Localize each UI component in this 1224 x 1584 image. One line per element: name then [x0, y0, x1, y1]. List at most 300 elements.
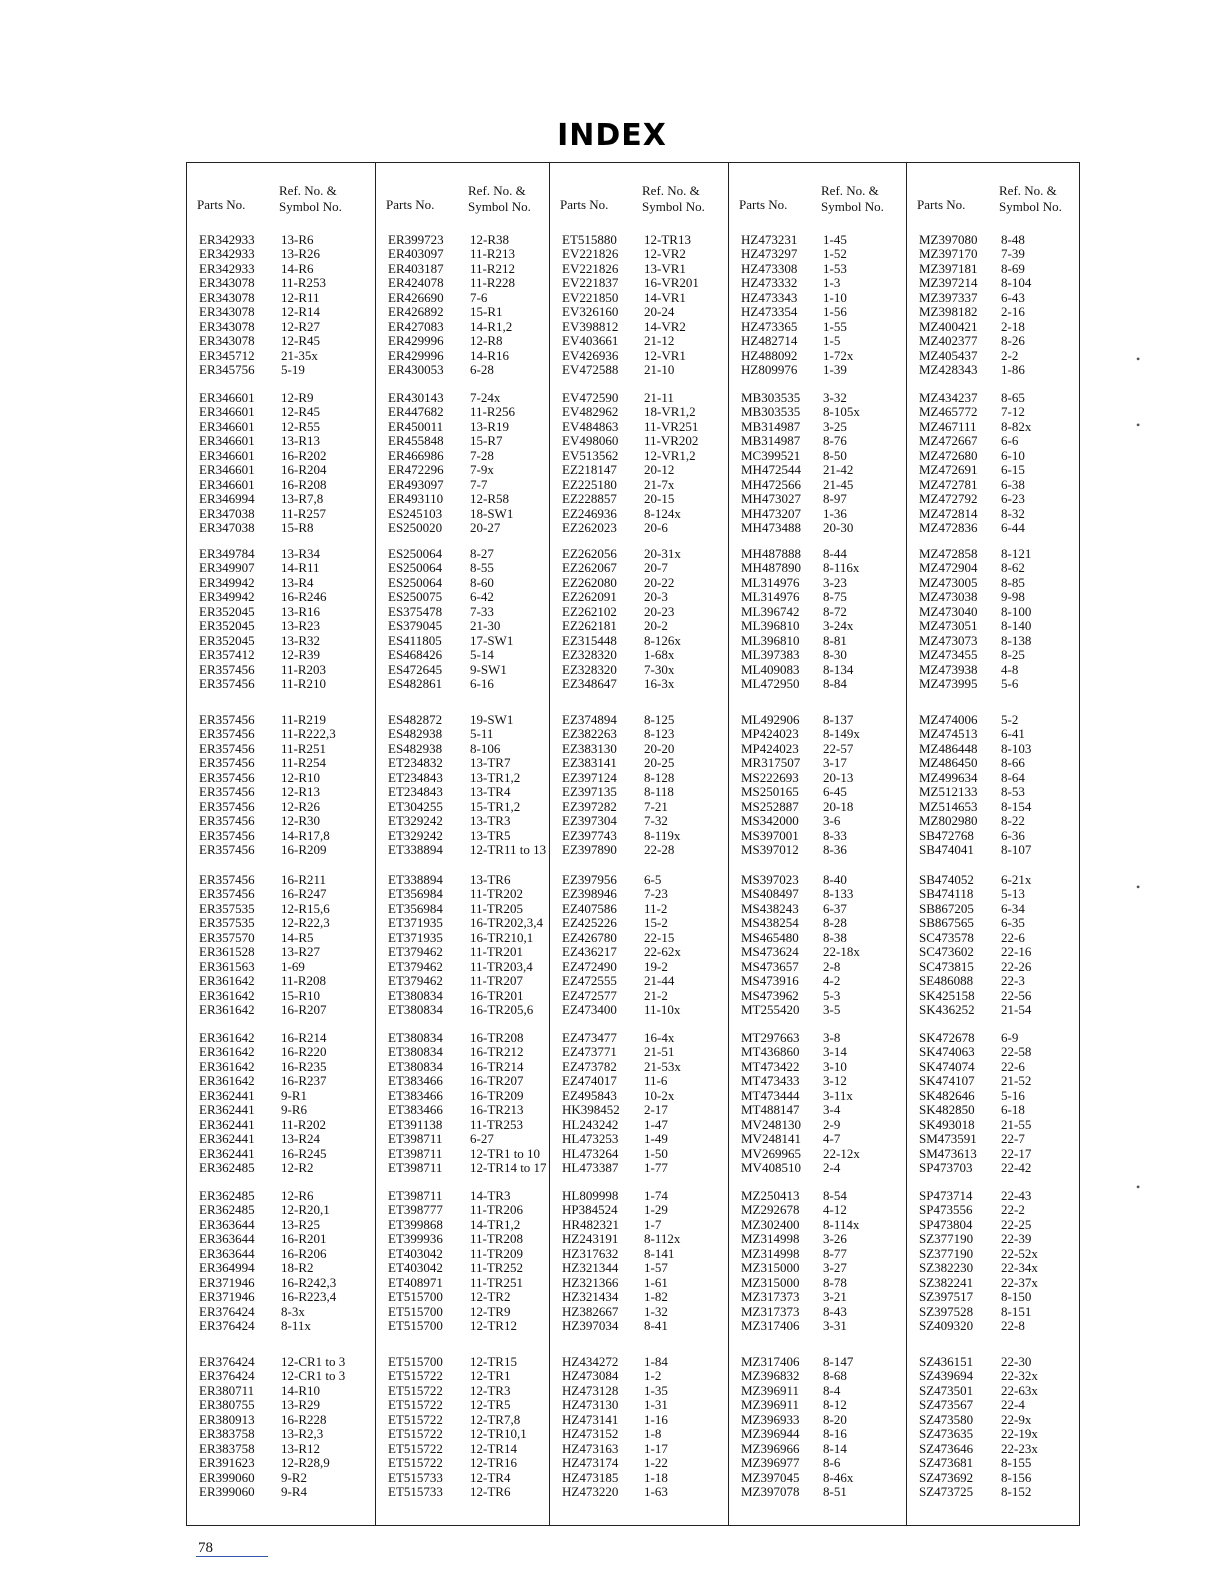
ref-number: 20-23 [644, 603, 675, 619]
entry-group [562, 1031, 729, 1175]
ref-header-line2: Symbol No. [999, 199, 1062, 214]
parts-number: ER362441 [199, 1102, 255, 1118]
index-entry [919, 713, 1081, 727]
parts-number: ES250064 [388, 560, 443, 576]
index-entry [919, 677, 1081, 691]
ref-number: 6-44 [1001, 519, 1025, 535]
parts-number: MH472544 [741, 462, 801, 478]
parts-number: ET515700 [388, 1303, 443, 1319]
ref-number: 8-68 [823, 1368, 847, 1384]
index-entry [741, 756, 907, 770]
index-table [186, 162, 1080, 1526]
ref-number: 6-28 [470, 361, 494, 377]
parts-number: SZ473725 [919, 1483, 974, 1499]
ref-number: 5-13 [1001, 886, 1025, 902]
ref-number: 13-R34 [281, 546, 320, 561]
ref-number: 22-26 [1001, 958, 1032, 974]
column-header [729, 181, 907, 221]
index-entry [919, 634, 1081, 648]
parts-number: ER357456 [199, 827, 255, 843]
ref-number: 5-19 [281, 361, 305, 377]
index-entry [741, 391, 907, 405]
index-entry [741, 742, 907, 756]
index-entry [741, 1060, 907, 1074]
parts-number: MV408510 [741, 1159, 801, 1175]
ref-number: 8-152 [1001, 1483, 1032, 1499]
index-entry [199, 291, 375, 305]
parts-number: ET515722 [388, 1440, 443, 1456]
index-entry [388, 663, 550, 677]
index-entry [199, 1384, 375, 1398]
parts-number: MZ250413 [741, 1188, 800, 1203]
parts-number: SZ382230 [919, 1260, 974, 1276]
parts-number: SK493018 [919, 1116, 975, 1132]
parts-number: ES482938 [388, 740, 443, 756]
ref-number: 18-VR1,2 [644, 404, 696, 420]
index-entry [388, 463, 550, 477]
parts-number: MZ802980 [919, 813, 978, 829]
ref-number: 8-78 [823, 1274, 847, 1290]
index-entry [388, 1305, 550, 1319]
index-entry [919, 1232, 1081, 1246]
parts-number: SZ473580 [919, 1411, 974, 1427]
ref-number: 1-10 [823, 289, 847, 305]
ref-number: 19-2 [644, 958, 668, 974]
ref-number: 1-47 [644, 1116, 668, 1132]
ref-number: 3-14 [823, 1044, 847, 1060]
index-entry [919, 960, 1081, 974]
ref-number: 1-16 [644, 1411, 668, 1427]
entry-group [388, 547, 550, 691]
parts-number: HZ473141 [562, 1411, 619, 1427]
index-entry [919, 1261, 1081, 1275]
parts-number: ER380913 [199, 1411, 255, 1427]
column-header [187, 181, 375, 221]
ref-number: 8-123 [644, 726, 675, 742]
index-entry [919, 756, 1081, 770]
entry-group [741, 1355, 907, 1499]
parts-number: EZ348647 [562, 675, 617, 691]
index-entry [919, 1147, 1081, 1161]
index-entry [741, 713, 907, 727]
parts-number: HZ488092 [741, 347, 798, 363]
index-entry [562, 648, 729, 662]
index-entry [919, 1103, 1081, 1117]
ref-number: 22-58 [1001, 1044, 1032, 1060]
ref-number: 2-9 [823, 1116, 841, 1132]
ref-no-header [279, 183, 342, 215]
index-entry [388, 1456, 550, 1470]
ref-number: 9-R6 [281, 1102, 307, 1118]
index-entry [199, 916, 375, 930]
ref-number: 3-17 [823, 755, 847, 771]
parts-number: SK482646 [919, 1087, 975, 1103]
index-entry [562, 1089, 729, 1103]
ref-number: 7-30x [644, 661, 675, 677]
parts-number: EV221850 [562, 289, 619, 305]
parts-number: ER427083 [388, 318, 444, 334]
parts-number: ET380834 [388, 1030, 443, 1045]
index-entry [741, 605, 907, 619]
ref-number: 12-TR7,8 [470, 1411, 521, 1427]
parts-number: EZ397135 [562, 784, 617, 800]
parts-number: ER357535 [199, 915, 255, 931]
ref-number: 14-R6 [281, 260, 314, 276]
parts-number: EV498060 [562, 433, 619, 449]
parts-number: ER371946 [199, 1289, 255, 1305]
index-entry [919, 742, 1081, 756]
index-entry [199, 1031, 375, 1045]
ref-number: 11-R251 [281, 740, 327, 756]
parts-number: ET403042 [388, 1260, 443, 1276]
index-entry [388, 1045, 550, 1059]
index-column [187, 163, 375, 1525]
index-entry [741, 1456, 907, 1470]
index-entry [919, 989, 1081, 1003]
index-entry [741, 1319, 907, 1333]
index-entry [741, 1003, 907, 1017]
parts-number: HZ473152 [562, 1426, 619, 1442]
ref-number: 1-69 [281, 958, 305, 974]
ref-number: 8-43 [823, 1303, 847, 1319]
ref-number: 22-43 [1001, 1188, 1032, 1203]
parts-number: ES250075 [388, 589, 443, 605]
index-entry [562, 262, 729, 276]
ref-number: 13-R2,3 [281, 1426, 324, 1442]
index-entry [919, 1060, 1081, 1074]
ref-number: 3-21 [823, 1289, 847, 1305]
index-entry [919, 1305, 1081, 1319]
parts-number: MZ397337 [919, 289, 978, 305]
parts-number: HZ473130 [562, 1397, 619, 1413]
ref-header-line1: Ref. No. & [279, 183, 337, 198]
ref-number: 12-R6 [281, 1188, 314, 1203]
parts-number: HZ473343 [741, 289, 798, 305]
index-entry [562, 1398, 729, 1412]
index-entry [199, 434, 375, 448]
index-entry [199, 1218, 375, 1232]
parts-number: ER357456 [199, 740, 255, 756]
index-entry [562, 561, 729, 575]
entry-group [919, 1355, 1081, 1499]
index-entry [388, 420, 550, 434]
ref-number: 11-TR209 [470, 1245, 523, 1261]
parts-number: ET399868 [388, 1216, 443, 1232]
index-entry [199, 1305, 375, 1319]
entry-group [388, 873, 550, 1017]
index-entry [199, 931, 375, 945]
parts-number: MZ396966 [741, 1440, 800, 1456]
entry-group [741, 873, 907, 1017]
index-entry [562, 1060, 729, 1074]
ref-number: 21-51 [644, 1044, 675, 1060]
index-entry [199, 1319, 375, 1333]
index-entry [741, 843, 907, 857]
parts-number: ER357456 [199, 798, 255, 814]
parts-number: HP384524 [562, 1202, 618, 1218]
ref-number: 15-R10 [281, 987, 320, 1003]
index-entry [562, 887, 729, 901]
ref-number: 1-72x [823, 347, 854, 363]
parts-number: SZ382241 [919, 1274, 974, 1290]
index-entry [199, 1132, 375, 1146]
index-entry [919, 492, 1081, 506]
ref-number: 21-30 [470, 618, 501, 634]
index-entry [741, 521, 907, 535]
ref-number: 11-TR252 [470, 1260, 523, 1276]
parts-number: MS397023 [741, 872, 799, 887]
ref-number: 20-25 [644, 755, 675, 771]
index-entry [199, 1485, 375, 1499]
parts-number: ER357570 [199, 929, 255, 945]
ref-number: 15-2 [644, 915, 668, 931]
ref-number: 12-TR11 to 13 [470, 841, 547, 857]
ref-number: 1-8 [644, 1426, 662, 1442]
index-entry [741, 1045, 907, 1059]
ref-number: 20-13 [823, 769, 854, 785]
parts-number: MB303535 [741, 404, 801, 420]
index-entry [199, 945, 375, 959]
parts-number: EZ436217 [562, 944, 617, 960]
index-entry [388, 785, 550, 799]
ref-number: 6-38 [1001, 476, 1025, 492]
ref-number: 6-5 [644, 872, 662, 887]
ref-number: 16-VR201 [644, 275, 699, 291]
ref-number: 11-TR207 [470, 973, 523, 989]
parts-number: MS397001 [741, 827, 799, 843]
parts-number: EZ262102 [562, 603, 617, 619]
index-entry [562, 247, 729, 261]
ref-number: 3-23 [823, 574, 847, 590]
parts-number: EZ398946 [562, 886, 617, 902]
entry-group [562, 233, 729, 377]
parts-number: ES379045 [388, 618, 443, 634]
ref-number: 13-R19 [470, 418, 509, 434]
ref-number: 4-7 [823, 1131, 841, 1147]
parts-number: HL473253 [562, 1131, 619, 1147]
index-entry [199, 960, 375, 974]
index-entry [919, 663, 1081, 677]
ref-number: 8-27 [470, 546, 494, 561]
ref-number: 8-46x [823, 1469, 854, 1485]
index-entry [388, 1442, 550, 1456]
index-entry [199, 1369, 375, 1383]
index-entry [919, 561, 1081, 575]
index-entry [919, 1398, 1081, 1412]
ref-number: 8-147 [823, 1354, 854, 1369]
index-entry [562, 1189, 729, 1203]
entry-group [562, 873, 729, 1017]
parts-no-header: Parts No. [917, 197, 966, 212]
ref-number: 22-42 [1001, 1159, 1032, 1175]
ref-number: 6-34 [1001, 900, 1025, 916]
index-entry [199, 902, 375, 916]
ref-number: 3-32 [823, 390, 847, 405]
parts-number: MZ397181 [919, 260, 978, 276]
parts-number: ER343078 [199, 318, 255, 334]
ref-number: 18-R2 [281, 1260, 314, 1276]
index-entry [741, 405, 907, 419]
ref-number: 2-2 [1001, 347, 1019, 363]
ref-number: 6-6 [1001, 433, 1019, 449]
ref-number: 21-10 [644, 361, 675, 377]
index-entry [919, 1089, 1081, 1103]
parts-number: MB314987 [741, 418, 801, 434]
parts-number: HZ473084 [562, 1368, 619, 1384]
index-entry [199, 247, 375, 261]
parts-number: SB474118 [919, 886, 974, 902]
index-entry [919, 363, 1081, 377]
ref-number: 8-14 [823, 1440, 847, 1456]
ref-number: 5-2 [1001, 712, 1019, 727]
ref-number: 8-85 [1001, 574, 1025, 590]
parts-number: ET329242 [388, 813, 443, 829]
parts-number: ES468426 [388, 647, 443, 663]
index-entry [388, 1290, 550, 1304]
parts-number: MZ396911 [741, 1382, 800, 1398]
index-entry [562, 1305, 729, 1319]
index-entry [388, 590, 550, 604]
ref-number: 8-121 [1001, 546, 1032, 561]
index-entry [919, 334, 1081, 348]
index-entry [919, 931, 1081, 945]
margin-dot: • [1136, 1180, 1141, 1194]
index-entry [562, 1031, 729, 1045]
index-entry [741, 1118, 907, 1132]
entry-group [199, 233, 375, 377]
ref-number: 16-TR212 [470, 1044, 524, 1060]
ref-number: 8-64 [1001, 769, 1025, 785]
index-entry [741, 1384, 907, 1398]
parts-number: ET380834 [388, 1044, 443, 1060]
parts-number: MZ396911 [741, 1397, 800, 1413]
ref-number: 11-6 [644, 1073, 668, 1089]
index-entry [562, 1132, 729, 1146]
ref-number: 13-R32 [281, 632, 320, 648]
index-entry [919, 247, 1081, 261]
index-entry [562, 363, 729, 377]
index-entry [741, 1485, 907, 1499]
ref-number: 8-149x [823, 726, 860, 742]
ref-number: 22-6 [1001, 929, 1025, 945]
parts-number: MZ397080 [919, 232, 978, 247]
ref-number: 13-R6 [281, 232, 314, 247]
index-entry [562, 931, 729, 945]
ref-number: 7-21 [644, 798, 668, 814]
parts-number: ER383758 [199, 1440, 255, 1456]
ref-number: 11-R228 [470, 275, 516, 291]
index-entry [199, 463, 375, 477]
ref-number: 11-TR201 [470, 944, 523, 960]
ref-number: 11-R202 [281, 1116, 327, 1132]
ref-number: 11-R212 [470, 260, 516, 276]
parts-number: ER343078 [199, 333, 255, 349]
index-entry [919, 1118, 1081, 1132]
parts-number: ET399936 [388, 1231, 443, 1247]
parts-number: MZ314998 [741, 1231, 800, 1247]
ref-number: 1-32 [644, 1303, 668, 1319]
ref-number: 20-12 [644, 462, 675, 478]
parts-number: EZ262080 [562, 574, 617, 590]
ref-number: 11-TR208 [470, 1231, 523, 1247]
ref-number: 13-R27 [281, 944, 320, 960]
entry-group [199, 1355, 375, 1499]
parts-number: HZ473231 [741, 232, 798, 247]
parts-number: ET329242 [388, 827, 443, 843]
index-entry [199, 829, 375, 843]
index-entry [562, 677, 729, 691]
parts-number: ES250020 [388, 519, 443, 535]
entry-group [562, 547, 729, 691]
ref-number: 12-VR2 [644, 246, 686, 262]
index-entry [919, 785, 1081, 799]
ref-number: 8-133 [823, 886, 854, 902]
parts-number: ET379462 [388, 944, 443, 960]
parts-number: ER362441 [199, 1145, 255, 1161]
ref-number: 1-49 [644, 1131, 668, 1147]
parts-number: EZ473782 [562, 1058, 617, 1074]
ref-number: 13-TR3 [470, 813, 511, 829]
ref-number: 8-138 [1001, 632, 1032, 648]
ref-number: 6-41 [1001, 726, 1025, 742]
ref-number: 8-40 [823, 872, 847, 887]
footer-rule [196, 1556, 268, 1557]
parts-number: EV472588 [562, 361, 619, 377]
ref-number: 20-6 [644, 519, 668, 535]
parts-number: HZ321366 [562, 1274, 619, 1290]
index-entry [199, 1355, 375, 1369]
ref-number: 12-R8 [470, 333, 503, 349]
index-entry [388, 756, 550, 770]
ref-number: 22-39 [1001, 1231, 1032, 1247]
ref-number: 12-TR5 [470, 1397, 511, 1413]
ref-number: 12-TR2 [470, 1289, 511, 1305]
index-entry [562, 590, 729, 604]
parts-number: ER429996 [388, 347, 444, 363]
index-entry [199, 305, 375, 319]
index-entry [388, 829, 550, 843]
index-entry [388, 320, 550, 334]
ref-number: 8-137 [823, 712, 854, 727]
ref-number: 13-TR6 [470, 872, 511, 887]
parts-number: ET515700 [388, 1317, 443, 1333]
index-entry [919, 1355, 1081, 1369]
index-entry [562, 349, 729, 363]
ref-number: 13-TR4 [470, 784, 511, 800]
index-entry [199, 1247, 375, 1261]
index-entry [388, 349, 550, 363]
ref-number: 13-R23 [281, 618, 320, 634]
index-entry [741, 648, 907, 662]
index-entry [562, 916, 729, 930]
parts-number: ER493097 [388, 476, 444, 492]
ref-number: 15-R1 [470, 304, 503, 320]
parts-number: MZ474513 [919, 726, 978, 742]
ref-number: 13-R29 [281, 1397, 320, 1413]
index-entry [919, 1290, 1081, 1304]
ref-header-line2: Symbol No. [468, 199, 531, 214]
ref-number: 11-R208 [281, 973, 327, 989]
index-entry [919, 349, 1081, 363]
parts-number: SK436252 [919, 1001, 975, 1017]
index-entry [741, 590, 907, 604]
ref-number: 8-51 [823, 1483, 847, 1499]
index-entry [562, 1261, 729, 1275]
parts-number: ER399060 [199, 1469, 255, 1485]
index-entry [388, 1427, 550, 1441]
index-entry [919, 276, 1081, 290]
parts-number: ER352045 [199, 603, 255, 619]
